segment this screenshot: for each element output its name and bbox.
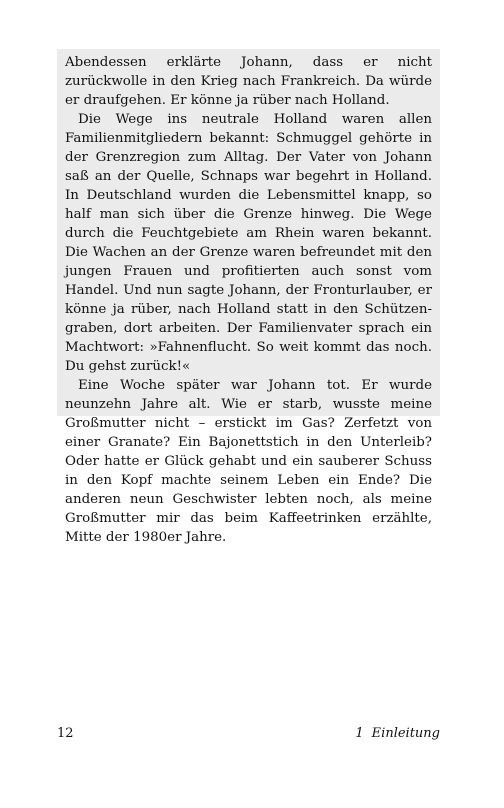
chapter-title: Einleitung (371, 726, 440, 741)
page-number: 12 (57, 726, 74, 741)
chapter-number: 1 (355, 726, 364, 741)
highlighted-text-box (57, 49, 440, 545)
body-paragraph-3: Eine Woche später war Johann tot. Er wurde neunzehn Jahre alt. Wie er starb, wusste meine Großmutter nicht – erstickt im Gas? Zerfetzt von einer Granate? Ein Bajonettstich in den Unterleib? Oder hatte er Glück gehabt und ein sauberer Schuss in den Kopf machte seinem Leben ein Ende? Die anderen neun Geschwister lebten noch, als meine Großmutter mir das beim Kaffeetrinken erzählte, Mitte der 1980er Jahre. (65, 378, 432, 545)
page-footer (57, 724, 440, 744)
running-head (355, 724, 440, 744)
body-paragraph-2: Die Wege ins neutrale Holland waren allen Familienmitgliedern bekannt: Schmuggel gehörte in der Grenzregion zum Alltag. Der Vater von Johann saß an der Quelle, Schnaps war begehrt in Holland. In Deutschland wurden die Lebensmittel knapp, so half man sich über die Grenze hinweg. Die Wege durch die Feuchtgebiete am Rhein waren bekannt. Die Wachen an der Grenze waren befreundet mit den jungen Frauen und profitierten auch sonst vom Handel. Und nun sagte Johann, der Fronturlauber, er könne ja rüber, nach Holland statt in den Schützengraben, dort arbeiten. Der Familienvater sprach ein Machtwort: »Fahnenflucht. So weit kommt das noch. Du gehst zurück!« (65, 112, 432, 374)
body-paragraph-1: Abendessen erklärte Johann, dass er nicht zurückwolle in den Krieg nach Frankreich. Da würde er draufgehen. Er könne ja rüber nach Holland. (65, 55, 432, 108)
